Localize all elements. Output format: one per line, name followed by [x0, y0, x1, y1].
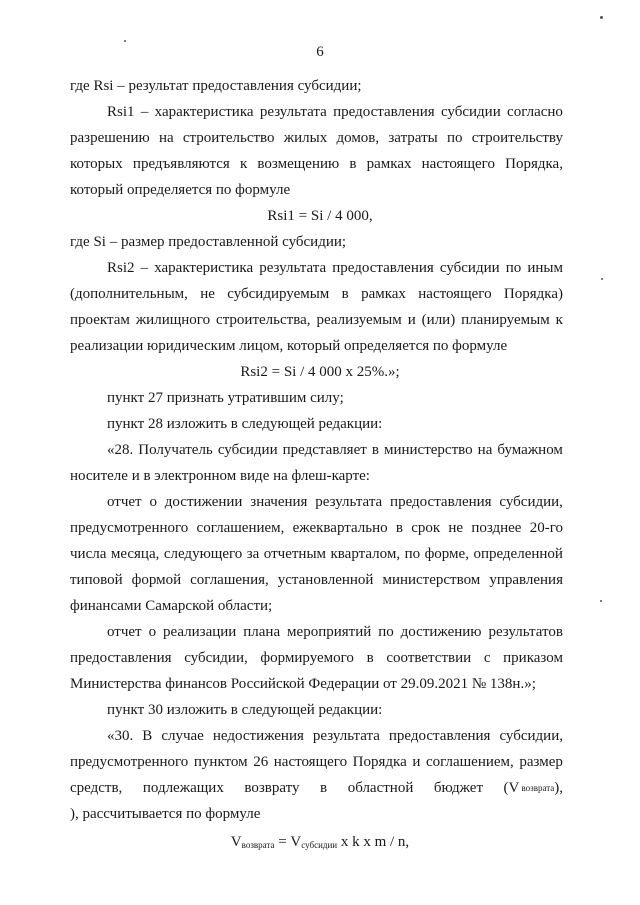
text-line [70, 154, 563, 174]
word: результата [259, 260, 327, 276]
word: (или) [421, 312, 456, 328]
word: по [505, 260, 522, 276]
scan-speck [600, 16, 603, 19]
word: не [448, 520, 464, 536]
word: приказом [503, 650, 563, 666]
word: министерство [383, 442, 473, 458]
text-line [107, 622, 563, 642]
text-line [107, 102, 563, 122]
word: настоящего [421, 156, 495, 172]
text-line [70, 284, 563, 304]
word: которых [70, 156, 123, 172]
word: месяца, [110, 546, 160, 562]
text-line [70, 544, 563, 564]
subscript-return: возврата [241, 840, 275, 850]
word: «28. [107, 442, 134, 458]
word: иным [527, 260, 563, 276]
word: предусмотренного [70, 754, 189, 770]
word: предусмотренного [70, 520, 189, 536]
formula-part: x k x m / n, [337, 834, 410, 850]
word: следующего [163, 546, 243, 562]
word: разрешению [70, 130, 150, 146]
word: соглашения, [190, 572, 269, 588]
word: – [140, 104, 149, 120]
word: реализуемым [316, 312, 402, 328]
word: результата [259, 104, 327, 120]
word: субсидии, [184, 650, 248, 666]
word: подлежащих [142, 780, 224, 796]
formula-part: V [230, 834, 242, 850]
word: о [149, 494, 157, 510]
text-line: реализации юридическим лицом, который определяется по формуле [70, 338, 508, 354]
word: соответствии [386, 650, 472, 666]
text-line [107, 726, 563, 746]
word: за [246, 546, 260, 562]
word: срок [411, 520, 441, 536]
word: размер [519, 754, 563, 770]
text-line: носителе и в электронном виде на флеш-карте: [70, 468, 370, 484]
word: субсидируемым [227, 286, 330, 302]
text-line [70, 752, 563, 772]
word: в [320, 780, 328, 796]
word: к [239, 156, 248, 172]
word: реализации [163, 624, 237, 640]
word: на [158, 130, 174, 146]
word: Порядка, [505, 156, 563, 172]
word: планируемым [461, 312, 550, 328]
word: результатов [488, 624, 563, 640]
word: в [366, 650, 374, 666]
word: предоставления [390, 494, 492, 510]
text-part [70, 778, 521, 798]
word: формируемого [260, 650, 354, 666]
word: (дополнительным, [70, 286, 188, 302]
scan-speck [600, 600, 602, 602]
word: субсидии [440, 104, 501, 120]
word: строительство [182, 130, 275, 146]
word: к [555, 312, 563, 328]
text-line-with-subscript [70, 778, 563, 798]
word: на [477, 442, 493, 458]
word: – [140, 260, 149, 276]
word: предоставления [332, 260, 434, 276]
word: настоящего [418, 286, 492, 302]
word: предоставления [333, 104, 435, 120]
word: (V [503, 780, 520, 796]
word: типовой [70, 572, 123, 588]
text-line: пункт 30 изложить в следующей редакции: [107, 702, 383, 718]
text-line [70, 648, 563, 668]
word: случае [161, 728, 204, 744]
word: результата [312, 728, 380, 744]
page-number: 6 [316, 44, 324, 60]
word: достижению [400, 624, 482, 640]
text-line [107, 440, 563, 460]
word: в [371, 442, 379, 458]
text-line: пункт 28 изложить в следующей редакции: [107, 416, 383, 432]
word: представляет [282, 442, 367, 458]
word: значения [250, 494, 308, 510]
text-line [70, 804, 260, 824]
text-line [107, 492, 563, 512]
word: отчет [107, 494, 142, 510]
word: мероприятий [287, 624, 372, 640]
word: позднее [471, 520, 522, 536]
word: по [378, 624, 394, 640]
word: результата [315, 494, 383, 510]
word: ежеквартально [292, 520, 388, 536]
scan-speck [124, 40, 126, 42]
text-line: финансами Самарской области; [70, 598, 273, 614]
word: о [148, 624, 157, 640]
word: Получатель [138, 442, 213, 458]
word: пунктом [193, 754, 248, 770]
text-line: где Rsi – результат предоставления субсидии; [70, 78, 362, 94]
word: отчетным [263, 546, 327, 562]
word: предоставления [388, 728, 491, 744]
word: домов, [336, 130, 380, 146]
word: затраты [388, 130, 438, 146]
word: предъявляются [132, 156, 230, 172]
text-part: ), рассчитывается по формуле [70, 806, 261, 822]
word: плана [243, 624, 281, 640]
word: субсидии, [499, 728, 563, 744]
word: Rsi2 [107, 260, 135, 276]
word: соглашением, [196, 520, 285, 536]
word: Порядка) [503, 286, 563, 302]
word: управления [489, 572, 563, 588]
text-line: где Si – размер предоставленной субсидии; [70, 234, 347, 250]
text-line [70, 310, 563, 330]
word: настоящего [273, 754, 348, 770]
formula-rsi1: Rsi1 = Si / 4 000, [267, 208, 373, 224]
word: жилых [283, 130, 328, 146]
word: достижении [164, 494, 243, 510]
word: по [404, 546, 421, 562]
subscript-subsidy: субсидии [301, 840, 338, 850]
word: не [200, 286, 215, 302]
word: в [341, 286, 349, 302]
word: субсидии [439, 260, 500, 276]
word: кварталом, [330, 546, 401, 562]
word: в [349, 156, 357, 172]
word: Rsi1 [107, 104, 135, 120]
word: и [412, 754, 421, 770]
text-line: Министерства финансов Российской Федерации от 29.09.2021 № 138н.»; [70, 676, 536, 692]
text-line [70, 518, 563, 538]
word: по [446, 130, 463, 146]
word: возврату [244, 780, 300, 796]
word: Порядка [352, 754, 407, 770]
scan-speck [601, 278, 603, 280]
word: определенной [473, 546, 563, 562]
word: бюджет [433, 780, 483, 796]
word: согласно [507, 104, 563, 120]
word: форме, [424, 546, 469, 562]
word: и [407, 312, 416, 328]
word: рамках [361, 286, 406, 302]
formula-rsi2: Rsi2 = Si / 4 000 x 25%.»; [240, 364, 400, 380]
word: характеристика [154, 260, 254, 276]
word: рамках [366, 156, 412, 172]
word: субсидии [217, 442, 278, 458]
formula-v-return [0, 832, 640, 855]
word: 26 [253, 754, 269, 770]
word: жилищного [135, 312, 211, 328]
word: с [483, 650, 491, 666]
word: 20-го [529, 520, 563, 536]
text-line: пункт 27 признать утратившим силу; [107, 390, 344, 406]
word: строительству [471, 130, 563, 146]
word: предоставления [70, 650, 172, 666]
word: характеристика [154, 104, 254, 120]
word: средств, [70, 780, 123, 796]
text-line [70, 128, 563, 148]
subscript-return: возврата [521, 783, 555, 793]
text-line [70, 570, 563, 590]
word: субсидии, [499, 494, 563, 510]
word: формой [131, 572, 182, 588]
text-part: ), [554, 780, 563, 796]
word: возмещению [257, 156, 340, 172]
word: строительства, [216, 312, 311, 328]
word: министерством [382, 572, 481, 588]
word: проектам [70, 312, 130, 328]
word: отчет [107, 624, 142, 640]
word: соглашением, [425, 754, 514, 770]
word: областной [347, 780, 414, 796]
word: установленной [277, 572, 374, 588]
word: в [395, 520, 403, 536]
text-line: который определяется по формуле [70, 182, 291, 198]
text-line [107, 258, 563, 278]
word: недостижения [212, 728, 304, 744]
formula-part: = V [274, 834, 302, 850]
word: В [142, 728, 153, 744]
word: числа [70, 546, 107, 562]
word: «30. [107, 728, 134, 744]
word: бумажном [497, 442, 563, 458]
